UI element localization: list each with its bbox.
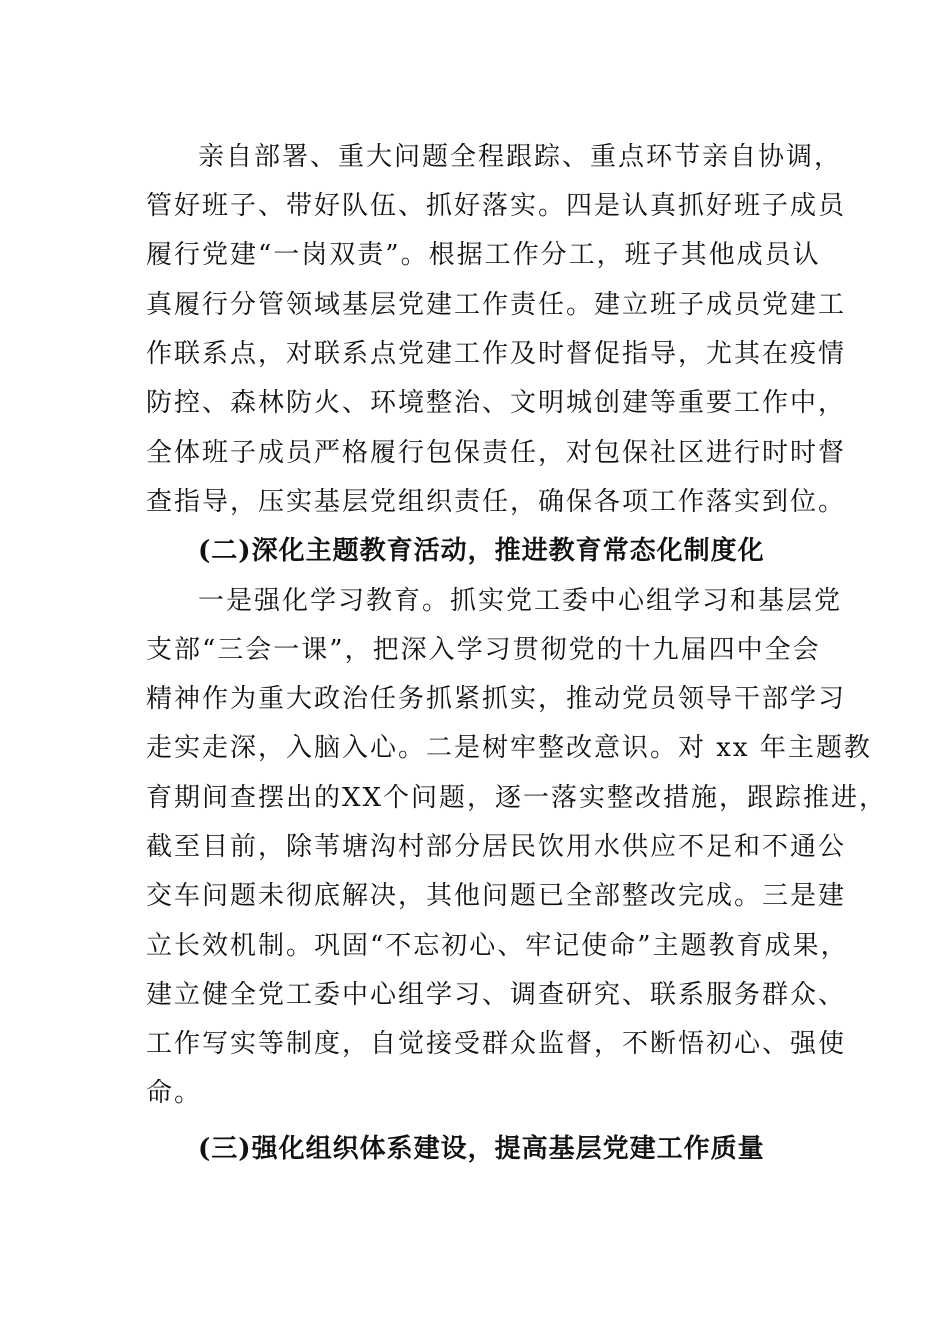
- text-line: 一是强化学习教育。抓实党工委中心组学习和基层党: [198, 586, 843, 616]
- text-line: 走实走深，入脑入心。二是树牢整改意识。对 xx 年主题教: [146, 733, 872, 763]
- text-line: 命。: [146, 1078, 203, 1108]
- text-line: 工作写实等制度，自觉接受群众监督，不断悟初心、强使: [146, 1029, 847, 1059]
- text-line: 履行党建“一岗双责”。根据工作分工，班子其他成员认: [146, 240, 821, 270]
- text-line: 全体班子成员严格履行包保责任，对包保社区进行时时督: [146, 438, 847, 468]
- text-line: 管好班子、带好队伍、抓好落实。四是认真抓好班子成员: [146, 191, 847, 221]
- text-line: 支部“三会一课”，把深入学习贯彻党的十九届四中全会: [146, 635, 821, 665]
- text-line: 立长效机制。巩固“不忘初心、牢记使命”主题教育成果，: [146, 931, 849, 961]
- text-line: 真履行分管领域基层党建工作责任。建立班子成员党建工: [146, 290, 847, 320]
- text-line: 育期间查摆出的XX个问题，逐一落实整改措施，跟踪推进，: [146, 783, 888, 813]
- section-heading-2: (二)深化主题教育活动，推进教育常态化制度化: [198, 536, 765, 566]
- text-line: 交车问题未彻底解决，其他问题已全部整改完成。三是建: [146, 881, 847, 911]
- text-line: 建立健全党工委中心组学习、调查研究、联系服务群众、: [146, 980, 847, 1010]
- text-line: 防控、森林防火、环境整治、文明城创建等重要工作中，: [146, 388, 847, 418]
- text-line: 精神作为重大政治任务抓紧抓实，推动党员领导干部学习: [146, 684, 847, 714]
- text-line: 截至目前，除苇塘沟村部分居民饮用水供应不足和不通公: [146, 832, 847, 862]
- text-line: 查指导，压实基层党组织责任，确保各项工作落实到位。: [146, 487, 847, 517]
- text-line: 亲自部署、重大问题全程跟踪、重点环节亲自协调，: [198, 142, 843, 172]
- section-heading-3: (三)强化组织体系建设，提高基层党建工作质量: [198, 1134, 765, 1164]
- text-line: 作联系点，对联系点党建工作及时督促指导，尤其在疫情: [146, 339, 847, 369]
